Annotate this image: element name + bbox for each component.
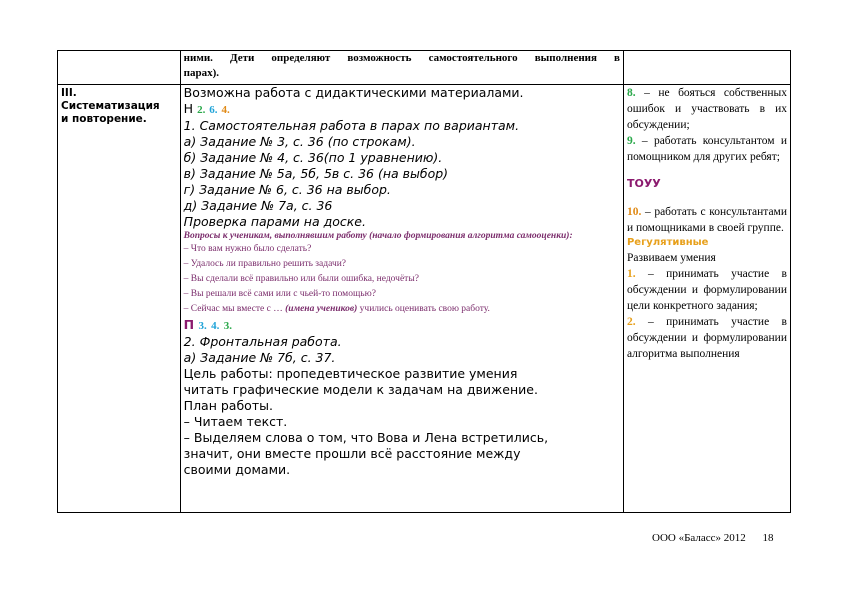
cell-empty-right xyxy=(623,51,790,85)
task2a: а) Задание № 7б, с. 37. xyxy=(183,350,336,365)
marker-letter-n: Н xyxy=(183,101,194,116)
marker-line-1 xyxy=(184,101,620,118)
develop-skills-label: Развиваем умения xyxy=(626,252,716,264)
task-a: а) Задание № 3, с. 36 (по строкам). xyxy=(183,134,416,149)
task1-title: 1. Самостоятельная работа в парах по вариантам. xyxy=(183,118,520,133)
marker2-num-cyan-2: 4. xyxy=(211,320,220,332)
skill-8-number: 8. xyxy=(626,87,636,99)
cell-empty-left xyxy=(58,51,181,85)
marker-num-cyan: 6. xyxy=(209,104,218,116)
continuation-line-2: парах). xyxy=(183,67,220,79)
task-g: г) Задание № 6, с. 36 на выбор. xyxy=(183,182,391,197)
stage-title xyxy=(61,85,177,126)
didactic-materials-line: Возможна работа с дидактическими материалами. xyxy=(183,85,524,100)
continuation-line xyxy=(184,51,620,81)
stage-number: III. xyxy=(61,87,77,99)
lesson-table xyxy=(57,50,791,513)
task2-title: 2. Фронтальная работа. xyxy=(183,334,342,349)
page-number: 18 xyxy=(762,532,774,544)
toyy-heading: ТОУУ xyxy=(626,177,661,190)
marker-letter-p: П xyxy=(183,317,195,332)
marker-line-2 xyxy=(184,317,620,334)
question-3: – Вы сделали всё правильно или были ошибка, недочёты? xyxy=(183,274,419,284)
task-b: б) Задание № 4, с. 36(по 1 уравнению). xyxy=(183,150,443,165)
skill-10 xyxy=(627,204,787,236)
marker2-num-cyan: 3. xyxy=(198,320,207,332)
skill-9-number: 9. xyxy=(626,135,636,147)
question-4: – Вы решали всё сами или с чьей-то помощью? xyxy=(183,289,376,299)
question-5-names: (имена учеников) xyxy=(285,304,358,314)
skill-9 xyxy=(627,133,787,165)
plan-step-1: – Читаем текст. xyxy=(183,414,288,429)
footer-publisher: ООО «Баласс» 2012 xyxy=(652,532,746,544)
question-5-pre: – Сейчас мы вместе с … xyxy=(183,304,286,314)
stage-name-2: и повторение. xyxy=(61,113,147,125)
table-row-continuation xyxy=(58,51,791,85)
skill-8-text: – не бояться собственных ошибок и участвовать в их обсуждении; xyxy=(626,87,787,131)
reg-skill-1-text: – принимать участие в обсуждении и формулировании цели конкретного задания; xyxy=(626,268,787,312)
table-row-systematization xyxy=(58,85,791,513)
questions-header: Вопросы к ученикам, выполнявшим работу (начало формирования алгоритма самооценки): xyxy=(183,231,573,241)
cell-activity xyxy=(180,85,623,513)
plan-step-2-line-3: своими домами. xyxy=(183,462,291,477)
skill-8 xyxy=(627,85,787,133)
task-d: д) Задание № 7а, с. 36 xyxy=(183,198,333,213)
plan-step-2-line-1: – Выделяем слова о том, что Вова и Лена встретились, xyxy=(183,430,549,445)
marker2-num-green: 3. xyxy=(223,320,232,332)
reg-skill-2 xyxy=(627,314,787,362)
question-5 xyxy=(184,302,620,317)
skill-10-number: 10. xyxy=(626,206,642,218)
skill-9-text: – работать консультантом и помощником для других ребят; xyxy=(626,135,787,163)
cell-stage xyxy=(58,85,181,513)
stage-name-1: Систематизация xyxy=(61,100,160,112)
plan-title: План работы. xyxy=(183,398,273,413)
question-1: – Что вам нужно было сделать? xyxy=(183,244,312,254)
reg-skill-2-number: 2. xyxy=(626,316,636,328)
plan-step-2-line-2: значит, они вместе прошли всё расстояние между xyxy=(183,446,521,461)
reg-skill-1 xyxy=(627,266,787,314)
reg-skill-1-number: 1. xyxy=(626,268,636,280)
marker-num-orange: 4. xyxy=(221,104,230,116)
question-2: – Удалось ли правильно решить задачи? xyxy=(183,259,347,269)
question-5-post: учились оценивать свою работу. xyxy=(357,304,490,314)
page-footer xyxy=(652,532,774,544)
cell-skills xyxy=(623,85,790,513)
marker-num-green: 2. xyxy=(197,104,206,116)
reg-skill-2-text: – принимать участие в обсуждении и формулировании алгоритма выполнения xyxy=(626,316,787,360)
cell-continuation-text xyxy=(180,51,623,85)
task2a-line xyxy=(184,350,620,366)
continuation-line-1: ними. Дети определяют возможность самостоятельного выполнения в xyxy=(183,52,620,64)
goal-line-1: Цель работы: пропедевтическое развитие умения xyxy=(183,366,518,381)
regulative-heading: Регулятивные xyxy=(626,237,709,248)
goal-line-2: читать графические модели к задачам на движение. xyxy=(183,382,538,397)
skill-10-text: – работать с консультантами и помощниками в своей группе. xyxy=(626,206,787,234)
task-v: в) Задание № 5а, 5б, 5в с. 36 (на выбор) xyxy=(183,166,449,181)
pair-check-line: Проверка парами на доске. xyxy=(183,214,366,229)
